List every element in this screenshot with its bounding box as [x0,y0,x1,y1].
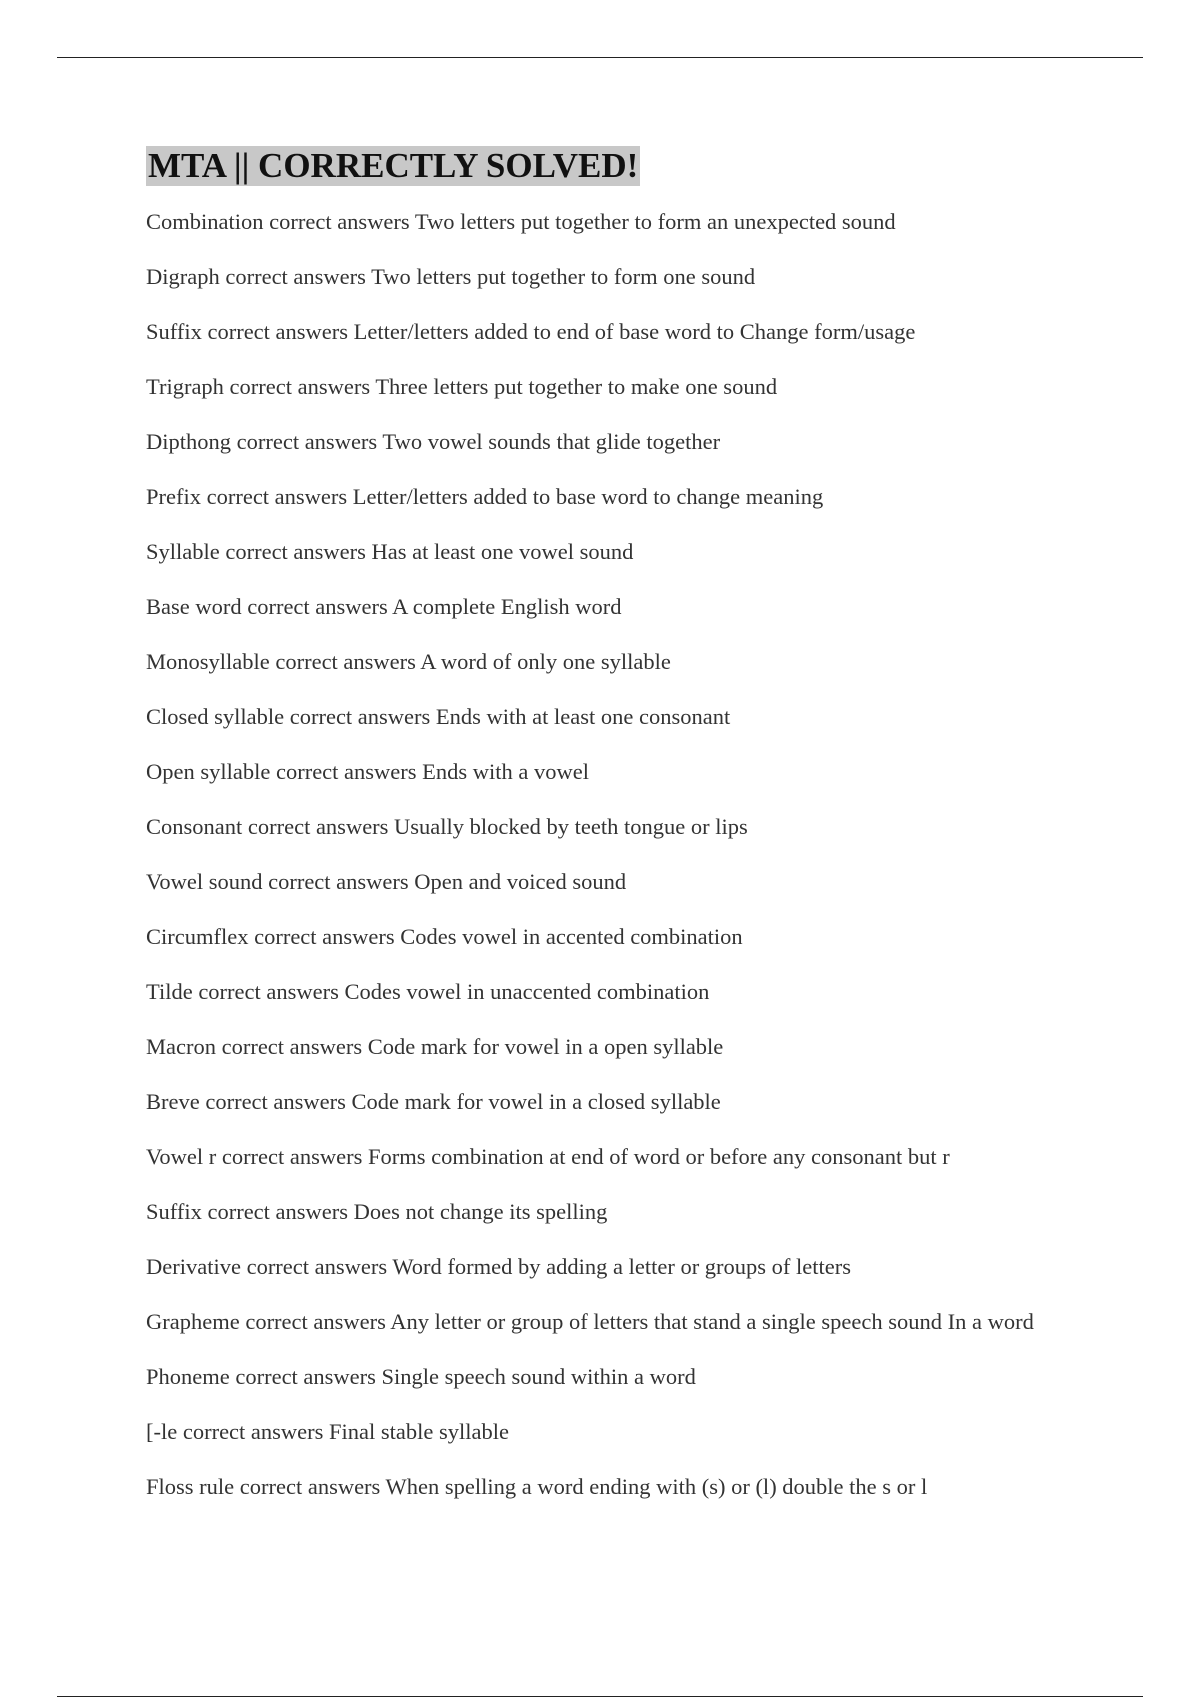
qa-list [146,208,1056,1501]
list-item: Trigraph correct answers Three letters put together to make one sound [146,374,778,399]
list-item: Derivative correct answers Word formed by adding a letter or groups of letters [146,1254,852,1279]
list-item: Suffix correct answers Letter/letters added to end of base word to Change form/usage [146,319,916,344]
list-item: Vowel sound correct answers Open and voiced sound [146,869,627,894]
list-item: Open syllable correct answers Ends with a vowel [146,759,589,784]
list-item: Phoneme correct answers Single speech sound within a word [146,1364,696,1389]
header-rule [57,57,1143,58]
list-item: [-le correct answers Final stable syllable [146,1419,509,1444]
list-item: Grapheme correct answers Any letter or group of letters that stand a single speech sound In a word [146,1309,1034,1334]
list-item: Macron correct answers Code mark for vowel in a open syllable [146,1034,724,1059]
list-item: Base word correct answers A complete English word [146,594,622,619]
list-item: Digraph correct answers Two letters put together to form one sound [146,264,756,289]
list-item: Floss rule correct answers When spelling a word ending with (s) or (l) double the s or l [146,1474,928,1499]
list-item: Vowel r correct answers Forms combination at end of word or before any consonant but r [146,1144,950,1169]
list-item: Tilde correct answers Codes vowel in unaccented combination [146,979,710,1004]
list-item: Closed syllable correct answers Ends with at least one consonant [146,704,731,729]
list-item: Prefix correct answers Letter/letters added to base word to change meaning [146,484,824,509]
document-title: MTA || CORRECTLY SOLVED! [148,146,639,185]
list-item: Circumflex correct answers Codes vowel in accented combination [146,924,743,949]
list-item: Monosyllable correct answers A word of only one syllable [146,649,671,674]
list-item: Breve correct answers Code mark for vowel in a closed syllable [146,1089,721,1114]
list-item: Suffix correct answers Does not change its spelling [146,1199,608,1224]
footer-rule [57,1696,1143,1697]
list-item: Dipthong correct answers Two vowel sounds that glide together [146,429,721,454]
list-item: Consonant correct answers Usually blocked by teeth tongue or lips [146,814,748,839]
list-item: Combination correct answers Two letters put together to form an unexpected sound [146,209,896,234]
document-body [146,146,1056,1528]
list-item: Syllable correct answers Has at least one vowel sound [146,539,634,564]
